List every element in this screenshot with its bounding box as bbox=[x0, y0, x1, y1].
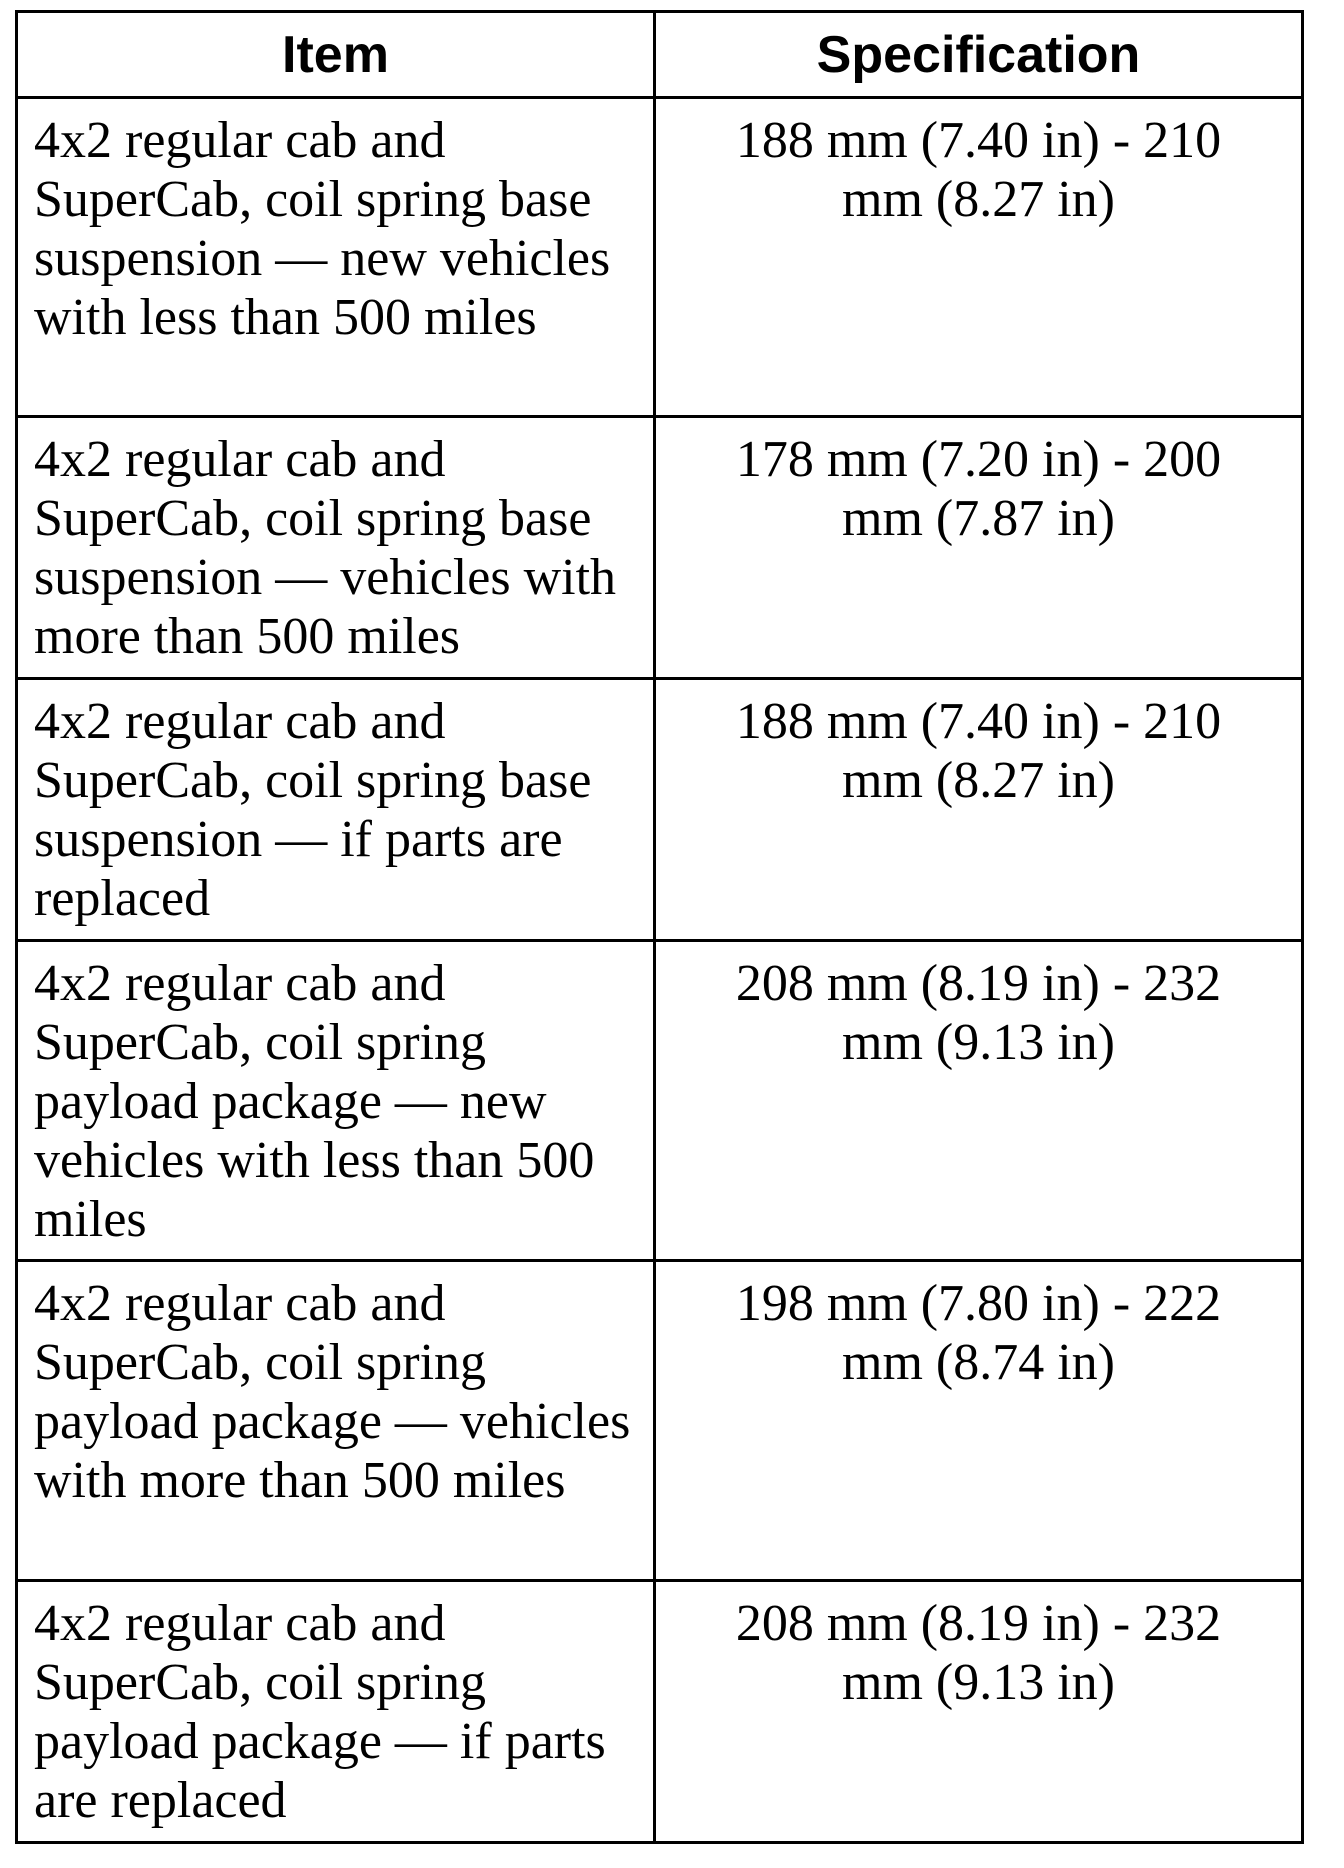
item-cell: 4x2 regular cab and SuperCab, coil spring payload package — if parts are replaced bbox=[17, 1581, 655, 1843]
item-cell: 4x2 regular cab and SuperCab, coil spring base suspension — vehicles with more than 500 miles bbox=[17, 417, 655, 679]
specification-cell: 208 mm (8.19 in) - 232 mm (9.13 in) bbox=[655, 941, 1303, 1261]
specification-cell: 178 mm (7.20 in) - 200 mm (7.87 in) bbox=[655, 417, 1303, 679]
item-cell: 4x2 regular cab and SuperCab, coil spring payload package — new vehicles with less than 500 miles bbox=[17, 941, 655, 1261]
table-row bbox=[17, 679, 1303, 941]
item-cell: 4x2 regular cab and SuperCab, coil spring payload package — vehicles with more than 500 miles bbox=[17, 1261, 655, 1581]
column-header-specification: Specification bbox=[655, 12, 1303, 98]
table-row bbox=[17, 1581, 1303, 1843]
specification-table bbox=[15, 10, 1304, 1844]
specification-cell: 198 mm (7.80 in) - 222 mm (8.74 in) bbox=[655, 1261, 1303, 1581]
table-row bbox=[17, 98, 1303, 417]
table-body bbox=[17, 98, 1303, 1843]
item-cell: 4x2 regular cab and SuperCab, coil spring base suspension — new vehicles with less than 500 miles bbox=[17, 98, 655, 417]
specification-cell: 208 mm (8.19 in) - 232 mm (9.13 in) bbox=[655, 1581, 1303, 1843]
item-cell: 4x2 regular cab and SuperCab, coil spring base suspension — if parts are replaced bbox=[17, 679, 655, 941]
header-row bbox=[17, 12, 1303, 98]
column-header-item: Item bbox=[17, 12, 655, 98]
table-row bbox=[17, 941, 1303, 1261]
table-row bbox=[17, 417, 1303, 679]
table-header bbox=[17, 12, 1303, 98]
table-row bbox=[17, 1261, 1303, 1581]
specification-cell: 188 mm (7.40 in) - 210 mm (8.27 in) bbox=[655, 98, 1303, 417]
specification-cell: 188 mm (7.40 in) - 210 mm (8.27 in) bbox=[655, 679, 1303, 941]
